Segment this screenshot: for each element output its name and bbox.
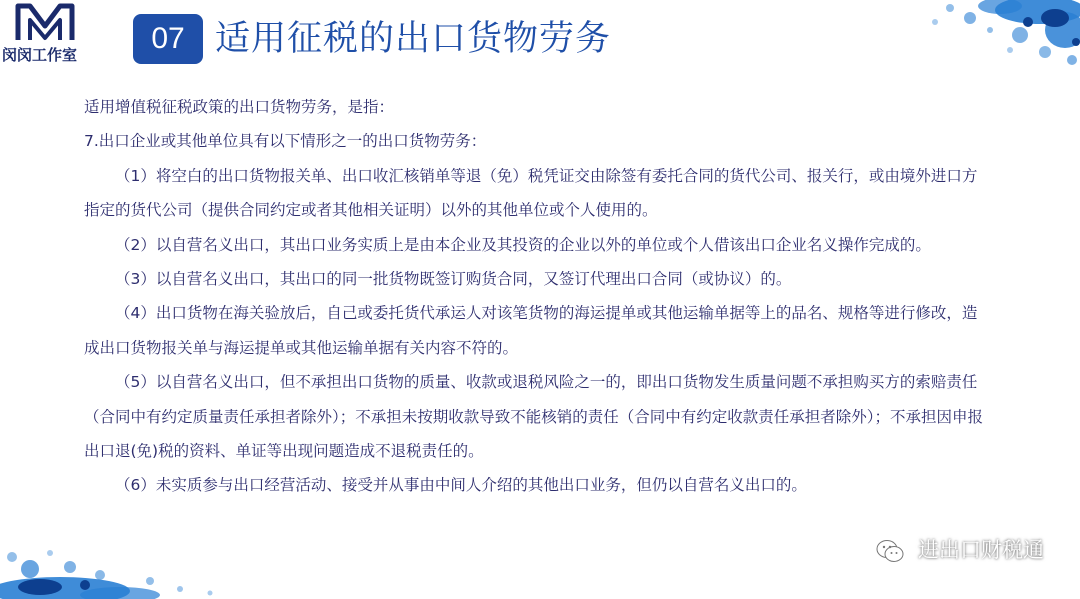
brand-logo	[0, 0, 100, 70]
wechat-icon	[875, 538, 905, 564]
watermark	[875, 530, 1044, 570]
point-4: （4）出口货物在海关验放后，自己或委托货代承运人对该笔货物的海运提单或其他运输单据等上的品名、规格等进行修改，造成出口货物报关单与海运提单或其他运输单据有关内容不符的。	[84, 304, 978, 357]
logo-m-mark	[14, 0, 76, 44]
point-6: （6）未实质参与出口经营活动、接受并从事由中间人介绍的其他出口业务，但仍以自营名义出口的。	[115, 476, 807, 495]
point-1: （1）将空白的出口货物报关单、出口收汇核销单等退（免）税凭证交由除签有委托合同的货代公司、报关行，或由境外进口方指定的货代公司（提供合同约定或者其他相关证明）以外的其他单位或个人使用的。	[84, 166, 978, 220]
watermark-text: 进出口财税通	[918, 538, 1044, 562]
content-body	[84, 90, 984, 503]
page-title: 适用征税的出口货物劳务	[215, 19, 612, 59]
point-2: （2）以自营名义出口，其出口业务实质上是由本企业及其投资的企业以外的单位或个人借该出口企业名义操作完成的。	[115, 235, 931, 254]
point-3: （3）以自营名义出口，其出口的同一批货物既签订购货合同，又签订代理出口合同（或协议）的。	[115, 270, 792, 289]
section-number-badge: 07	[133, 14, 203, 64]
intro-line: 适用增值税征税政策的出口货物劳务，是指：	[84, 98, 395, 116]
logo-text: 闵闵工作室	[2, 46, 78, 64]
item-7-heading: 7.出口企业或其他单位具有以下情形之一的出口货物劳务：	[84, 132, 487, 151]
decorative-splash-bottom-left	[0, 529, 260, 599]
point-5: （5）以自营名义出口，但不承担出口货物的质量、收款或退税风险之一的，即出口货物发生质量问题不承担购买方的索赔责任（合同中有约定质量责任承担者除外）；不承担未按期收款导致不能核销的责任（合同中有约定收款责任承担者除外）；不承担因申报出口退(免)税的资料、单证等出现问题造成不退税责任的。	[84, 373, 984, 461]
decorative-splash-top-right	[840, 0, 1080, 75]
